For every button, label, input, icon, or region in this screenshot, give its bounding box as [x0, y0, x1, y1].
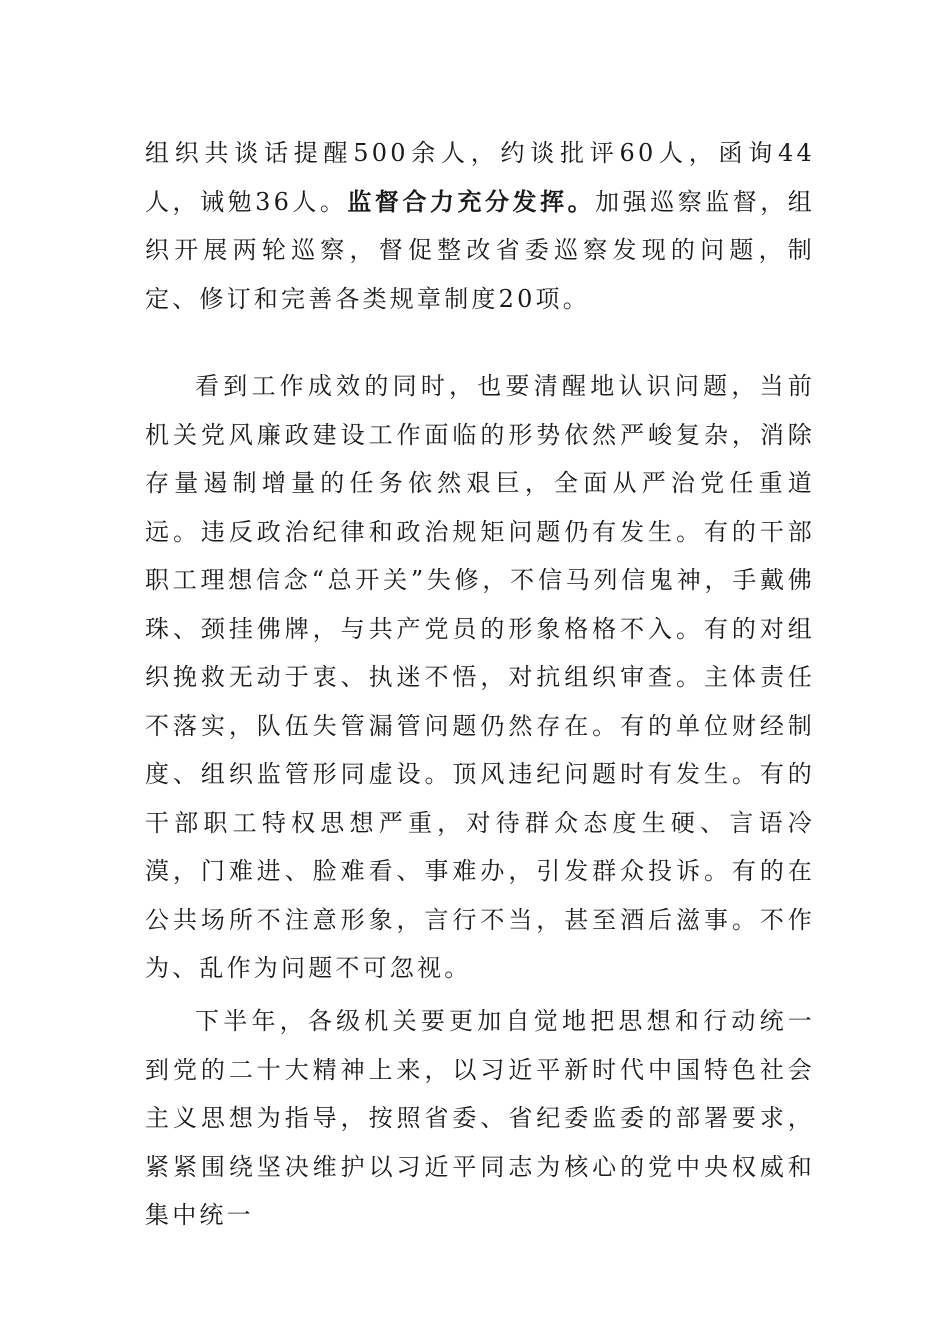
bold-heading-supervision-synergy: 监督合力充分发挥。: [347, 186, 596, 216]
paragraph-text-start: 组织共谈话提醒500余人，约谈批评60人，函询44人，诫勉36人。: [145, 139, 815, 216]
paragraph-second-half-plan: 下半年，各级机关要更加自觉地把思想和行动统一到党的二十大精神上来，以习近平新时代中国特色社会主义思想为指导，按照省委、省纪委监委的部署要求，紧紧围绕坚决维护以习近平同志为核心的党中央权威和集中统一: [145, 1007, 815, 1229]
paragraph-text-end: 加强巡察监督，组织开展两轮巡察，督促整改省委巡察发现的问题，制定、修订和完善各类规章制度20项。: [145, 187, 815, 313]
paragraph-problems: 看到工作成效的同时，也要清醒地认识问题，当前机关党风廉政建设工作面临的形势依然严峻复杂，消除存量遏制增量的任务依然艰巨，全面从严治党任重道远。违反政治纪律和政治规矩问题仍有发生。有的干部职工理想信念“总开关”失修，不信马列信鬼神，手戴佛珠、颈挂佛牌，与共产党员的形象格格不入。有的对组织挽救无动于衷、执迷不悟，对抗组织审查。主体责任不落实，队伍失管漏管问题仍然存在。有的单位财经制度、组织监管形同虚设。顶风违纪问题时有发生。有的干部职工特权思想严重，对待群众态度生硬、言语冷漠，门难进、脸难看、事难办，引发群众投诉。有的在公共场所不注意形象，言行不当，甚至酒后滋事。不作为、乱作为问题不可忽视。: [145, 372, 815, 982]
paragraph-supervision-results: [145, 129, 815, 323]
